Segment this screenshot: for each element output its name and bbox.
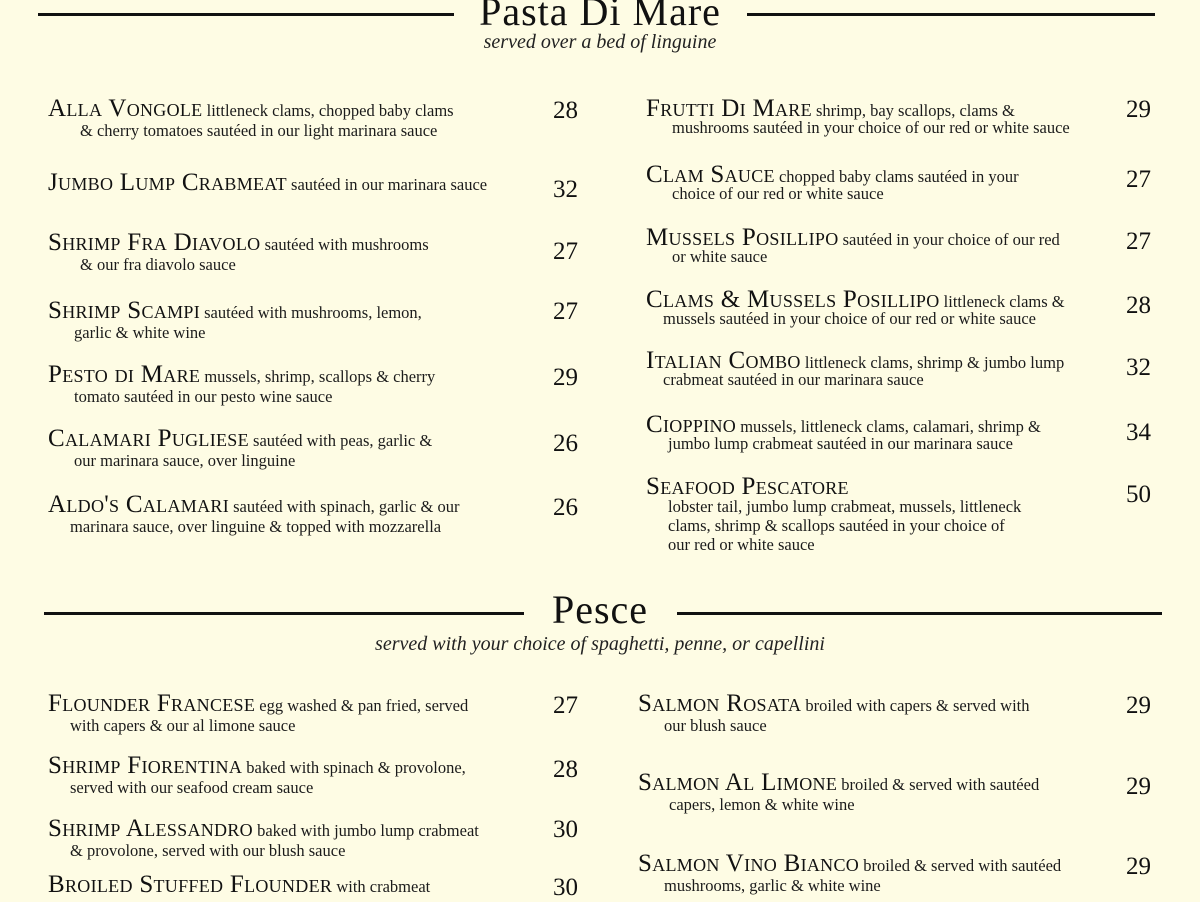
item-description-cont: capers, lemon & white wine	[669, 795, 855, 814]
item-description: sautéed in our marinara sauce	[291, 175, 488, 194]
item-description-cont: our blush sauce	[664, 716, 767, 735]
item-name: Salmon Al Limone	[638, 769, 838, 796]
item-description-cont: mussels sautéed in your choice of our red or white sauce	[663, 309, 1036, 328]
item-description-cont: crabmeat sautéed in our marinara sauce	[663, 370, 924, 389]
item-description-cont: served with our seafood cream sauce	[70, 778, 314, 797]
item-description: littleneck clams, chopped baby clams	[206, 101, 454, 120]
item-description-cont: choice of our red or white sauce	[672, 184, 884, 203]
item-price: 34	[1126, 419, 1151, 446]
section-subtitle-pasta-di-mare: served over a bed of linguine	[483, 31, 717, 53]
item-description: with crabmeat	[336, 877, 431, 896]
item-price: 28	[553, 97, 578, 124]
item-name: Seafood Pescatore	[646, 473, 849, 500]
item-description-cont: our marinara sauce, over linguine	[74, 451, 296, 470]
item-description: littleneck clams, shrimp & jumbo lump	[804, 353, 1065, 372]
section-title-pesce: Pesce	[551, 587, 649, 632]
menu-item	[48, 361, 436, 408]
item-name: Shrimp Alessandro	[48, 815, 253, 842]
item-description-cont: marinara sauce, over linguine & topped with mozzarella	[70, 517, 442, 536]
section-rule-right	[677, 612, 1162, 615]
section-title-pasta-di-mare: Pasta Di Mare	[479, 0, 721, 34]
item-name: Alla Vongole	[48, 95, 203, 122]
item-description: shrimp, bay scallops, clams &	[816, 101, 1015, 120]
item-name: Frutti Di Mare	[646, 95, 812, 122]
item-price: 27	[1126, 228, 1151, 255]
item-price: 32	[1126, 354, 1151, 381]
item-description-cont: or white sauce	[672, 247, 768, 266]
item-description: broiled & served with sautéed	[863, 856, 1062, 875]
item-name: Shrimp Fra Diavolo	[48, 229, 261, 256]
item-name: Shrimp Fiorentina	[48, 752, 243, 779]
menu-item	[48, 815, 479, 862]
section-rule-right	[747, 13, 1155, 16]
item-name: Pesto di Mare	[48, 361, 201, 388]
item-name: Salmon Vino Bianco	[638, 850, 860, 877]
item-description-cont: tomato sautéed in our pesto wine sauce	[74, 387, 333, 406]
item-description: sautéed with mushrooms, lemon,	[204, 303, 422, 322]
menu-item	[48, 95, 454, 142]
item-description-cont: with capers & our al limone sauce	[70, 716, 296, 735]
item-description: broiled & served with sautéed	[841, 775, 1040, 794]
menu-item	[646, 411, 1041, 455]
item-name: Salmon Rosata	[638, 690, 802, 717]
item-price: 29	[1126, 773, 1151, 800]
menu-item	[638, 690, 1030, 737]
menu-item	[646, 286, 1065, 330]
menu-item	[48, 871, 431, 898]
menu-item	[638, 850, 1062, 897]
menu-item	[646, 473, 1022, 554]
item-description-cont: & cherry tomatoes sautéed in our light marinara sauce	[80, 121, 438, 140]
item-description-cont: clams, shrimp & scallops sautéed in your choice of	[668, 516, 1005, 535]
item-price: 27	[1126, 166, 1151, 193]
item-description: sautéed with spinach, garlic & our	[233, 497, 460, 516]
menu-item	[48, 169, 488, 196]
section-subtitle-pesce: served with your choice of spaghetti, penne, or capellini	[375, 633, 825, 655]
item-price: 30	[553, 816, 578, 843]
menu-item	[48, 297, 422, 344]
item-description-cont: & provolone, served with our blush sauce	[70, 841, 346, 860]
menu-item	[48, 229, 429, 276]
item-description-cont: lobster tail, jumbo lump crabmeat, mussels, littleneck	[668, 497, 1022, 516]
item-price: 32	[553, 176, 578, 203]
item-price: 30	[553, 874, 578, 901]
item-price: 29	[553, 364, 578, 391]
item-description: sautéed with peas, garlic &	[253, 431, 433, 450]
item-description: baked with spinach & provolone,	[246, 758, 466, 777]
item-description: baked with jumbo lump crabmeat	[257, 821, 479, 840]
item-description: broiled with capers & served with	[805, 696, 1030, 715]
item-price: 50	[1126, 481, 1151, 508]
item-price: 29	[1126, 96, 1151, 123]
item-name: Calamari Pugliese	[48, 425, 249, 452]
menu-item	[48, 425, 433, 472]
item-description-cont: garlic & white wine	[74, 323, 206, 342]
item-price: 27	[553, 238, 578, 265]
item-description: mussels, littleneck clams, calamari, shrimp &	[740, 417, 1041, 436]
item-description-cont: our red or white sauce	[668, 535, 815, 554]
item-description: sautéed in your choice of our red	[842, 230, 1060, 249]
menu-item	[646, 161, 1019, 205]
item-name: Mussels Posillipo	[646, 224, 839, 251]
item-price: 27	[553, 692, 578, 719]
item-description-cont: & our fra diavolo sauce	[80, 255, 236, 274]
menu-item	[48, 690, 469, 737]
item-description: chopped baby clams sautéed in your	[778, 167, 1019, 186]
menu-item	[646, 347, 1065, 391]
menu-item	[48, 752, 466, 799]
menu-item	[638, 769, 1040, 816]
item-name: Italian Combo	[646, 347, 801, 374]
item-description-cont: jumbo lump crabmeat sautéed in our marinara sauce	[668, 434, 1013, 453]
item-price: 27	[553, 298, 578, 325]
item-name: Jumbo Lump Crabmeat	[48, 169, 287, 196]
item-name: Flounder Francese	[48, 690, 256, 717]
item-name: Cioppino	[646, 411, 737, 438]
menu-item	[646, 95, 1070, 139]
item-description: egg washed & pan fried, served	[259, 696, 469, 715]
item-price: 28	[553, 756, 578, 783]
section-rule-left	[38, 13, 454, 16]
item-name: Clams & Mussels Posillipo	[646, 286, 940, 313]
item-price: 28	[1126, 292, 1151, 319]
item-description: sautéed with mushrooms	[264, 235, 429, 254]
item-price: 26	[553, 430, 578, 457]
item-name: Broiled Stuffed Flounder	[48, 871, 333, 898]
item-description-cont: mushrooms, garlic & white wine	[664, 876, 881, 895]
item-price: 29	[1126, 853, 1151, 880]
item-description-cont: mushrooms sautéed in your choice of our red or white sauce	[672, 118, 1070, 137]
item-price: 29	[1126, 692, 1151, 719]
item-name: Clam Sauce	[646, 161, 775, 188]
menu-item	[646, 224, 1060, 268]
item-name: Shrimp Scampi	[48, 297, 200, 324]
menu-item	[48, 491, 460, 538]
item-price: 26	[553, 494, 578, 521]
section-rule-left	[44, 612, 524, 615]
item-description: littleneck clams &	[943, 292, 1065, 311]
item-name: Aldo's Calamari	[48, 491, 229, 518]
item-description: mussels, shrimp, scallops & cherry	[204, 367, 436, 386]
